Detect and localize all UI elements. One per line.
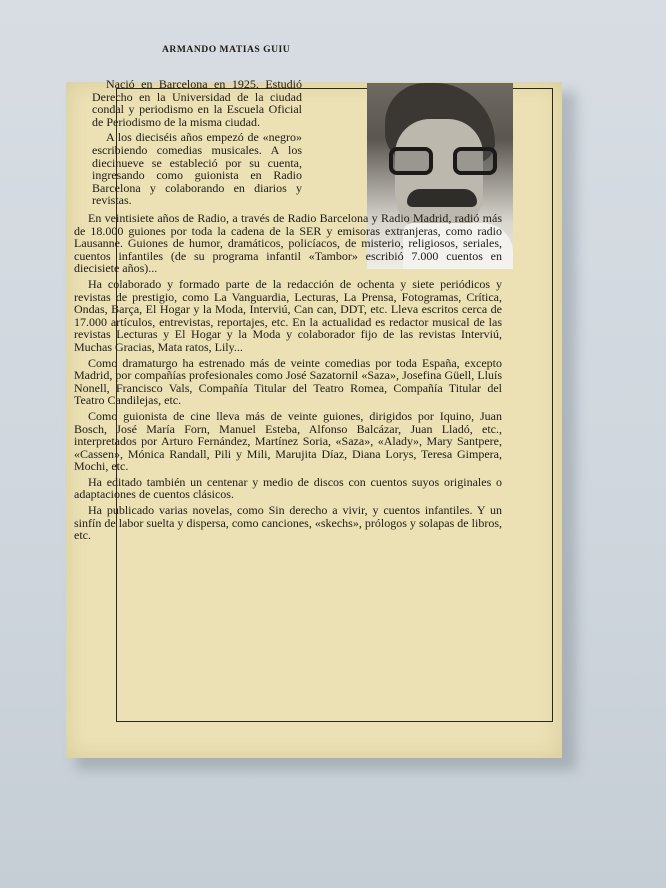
bio-top-column (92, 78, 302, 207)
bio-paragraph: Ha publicado varias novelas, como Sin derecho a vivir, y cuentos infantiles. Y un sinfín de labor suelta y dispersa, como canciones, «skechs», prólogos y solapas de libros, etc. (74, 503, 502, 543)
bio-paragraph: En veintisiete años de Radio, a través de Radio Barcelona y Radio Madrid, radió más de 18.000 guiones por toda la cadena de la SER y emisoras extranjeras, como radio Lausanne. Guiones de humor, dramáticos, policíacos, de misterio, religiosos, seriales, cuentos infantiles (de su programa infantil «Tambor» escribió 7.000 cuentos en diecisiete años)... (74, 211, 502, 276)
bio-paragraph: Como dramaturgo ha estrenado más de veinte comedias por toda España, excepto Madrid, por compañías profesionales como José Sazatornil «Saza», Josefina Güell, Lluís Nonell, Francisco Vals, Compañía Titular del Teatro Romea, Compañía Titular del Teatro Candilejas, etc. (74, 355, 502, 408)
author-name: ARMANDO MATIAS GUIU (162, 44, 291, 55)
bio-paragraph: Nació en Barcelona en 1925. Estudió Derecho en la Universidad de la ciudad condal y periodismo en la Escuela Oficial de Periodismo de la misma ciudad. (92, 77, 302, 129)
photo-mustache (407, 189, 477, 207)
bio-paragraph: Ha colaborado y formado parte de la redacción de ochenta y siete periódicos y revistas de prestigio, como La Vanguardia, Lecturas, La Prensa, Fotogramas, Crítica, Ondas, Barça, El Hogar y la Moda, Interviú, Can can, DDT, etc. Lleva escritos cerca de 17.000 artículos, entrevistas, reportajes, etc. En la actualidad es redactor musical de las revistas Lecturas y El Hogar y la Moda y colaborador fijo de las revistas Interviú, Muchas Gracias, Mata ratos, Lily... (74, 276, 502, 354)
bio-paragraph: Como guionista de cine lleva más de veinte guiones, dirigidos por Iquino, Juan Bosch, José María Forn, Manuel Esteba, Alfonso Balcázar, Juan Lladó, etc., interpretados por Arturo Fernández, Martínez Soria, «Saza», «Alady», Mary Santpere, «Cassen», Mónica Randall, Pili y Mili, Marujita Díaz, Diana Lorys, Teresa Gimpera, Mochi, etc. (74, 408, 502, 474)
bio-paragraph: A los dieciséis años empezó de «negro» escribiendo comedias musicales. A los diecinueve se estableció por su cuenta, ingresando como guionista en Radio Barcelona y colaborando en diarios y revistas. (92, 130, 302, 208)
bio-paragraph: Ha editado también un centenar y medio de discos con cuentos suyos originales o adaptaciones de cuentos clásicos. (74, 474, 502, 502)
bio-full-column (74, 212, 502, 542)
photo-glasses (389, 147, 497, 177)
